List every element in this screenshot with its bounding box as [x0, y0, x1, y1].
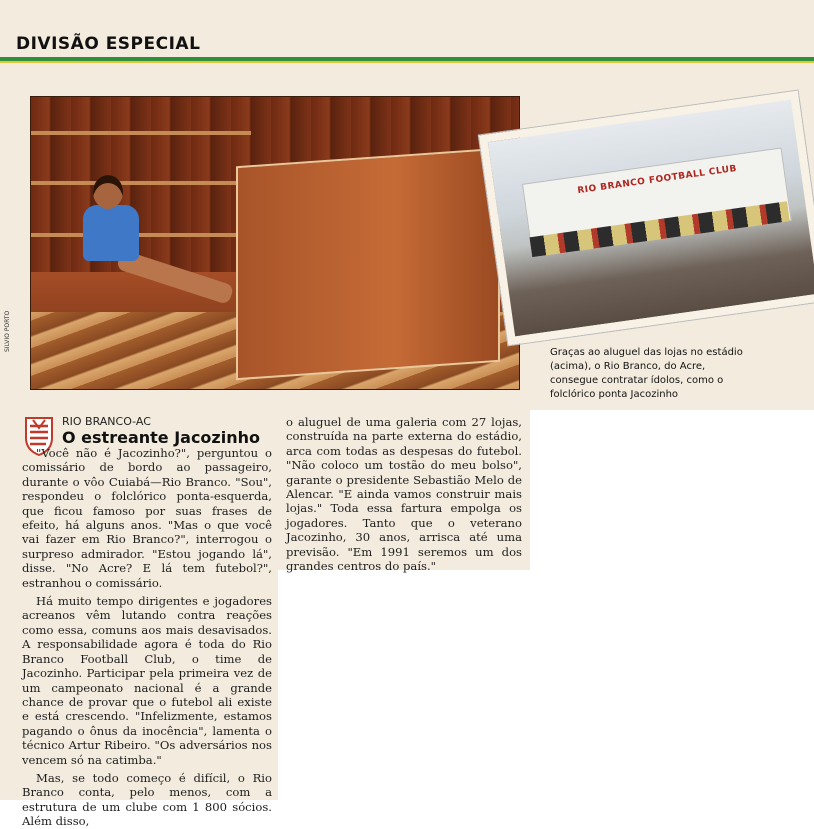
caption-text: Graças ao aluguel das lojas no estádio (acima), o Rio Branco, do Acre, consegue contratar ídolos, como o folclórico ponta Jacozinho — [550, 347, 743, 400]
article-paragraph: "Você não é Jacozinho?", perguntou o comissário de bordo ao passageiro, durante o vôo Cuiabá—Rio Branco. "Sou", respondeu o folclórico ponta-esquerda, que ficou famoso por suas frases de efeito, há alguns anos. "Mas o que você vai fazer em Rio Branco?", interrogou o surpreso admirador. "Estou jogando lá", disse. "No Acre? E lá tem futebol?", estranhou o comissário. — [22, 446, 272, 590]
main-photo-jacozinho — [30, 96, 520, 390]
article-paragraph: Mas, se todo começo é difícil, o Rio Branco conta, pelo menos, com a estrutura de um clube com 1 800 sócios. Além disso, — [22, 770, 272, 829]
wall-shelf — [31, 181, 251, 185]
stadium-sign: RIO BRANCO FOOTBALL CLUB — [576, 163, 738, 197]
wall-shelf — [31, 131, 251, 135]
section-header: DIVISÃO ESPECIAL — [16, 34, 201, 54]
article-kicker: RIO BRANCO-AC — [62, 415, 151, 428]
article-title: O estreante Jacozinho — [62, 428, 260, 447]
article-column-2 — [286, 415, 522, 573]
player-head — [93, 175, 123, 209]
article-column-1 — [22, 446, 272, 829]
wooden-crate — [236, 148, 500, 380]
player-blue-shirt — [83, 205, 139, 261]
wall-shelf — [31, 233, 251, 237]
header-rule-yellow — [0, 61, 814, 63]
stadium-photo — [479, 91, 814, 346]
photo-caption — [550, 346, 750, 402]
article-paragraph: o aluguel de uma galeria com 27 lojas, construída na parte externa do estádio, arca com todas as despesas do futebol. "Não coloco um tostão do meu bolso", garante o presidente Sebastião Melo de Alencar. "E ainda vamos construir mais lojas." Toda essa fartura empolga os jogadores. Tanto que o veterano Jacozinho, 30 anos, arrisca até uma previsão. "Em 1991 seremos um dos grandes centros do país." — [286, 415, 522, 574]
photo-credit: SILVIO PORTO — [4, 310, 11, 352]
article-paragraph: Há muito tempo dirigentes e jogadores acreanos vêm lutando contra reações como essa, comuns aos mais desavisados. A responsabilidade agora é toda do Rio Branco Football Club, o time de Jacozinho. Participar pela primeira vez de um campeonato nacional é a grande chance de provar que o futebol ali existe e está crescendo. "Infelizmente, estamos pagando o ônus da inocência", lamenta o técnico Artur Ribeiro. "Os adversários nos vencem só na catimba." — [22, 594, 272, 767]
